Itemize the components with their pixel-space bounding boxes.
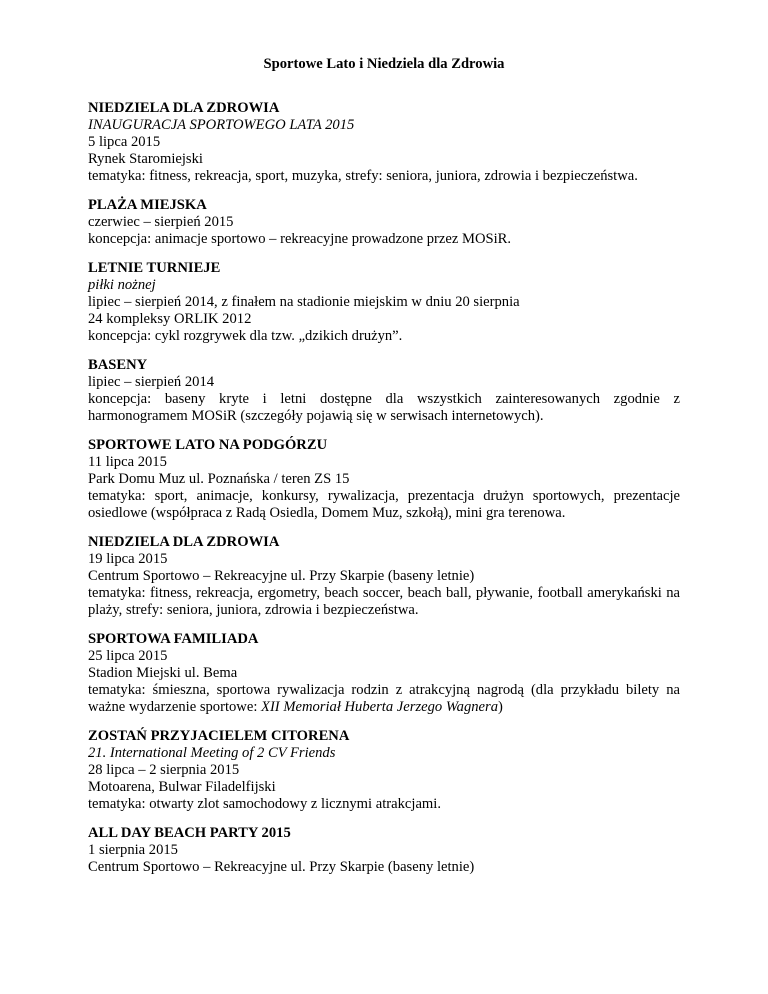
event-section-1 bbox=[88, 100, 680, 185]
event-place: Centrum Sportowo – Rekreacyjne ul. Przy Skarpie (baseny letnie) bbox=[88, 859, 475, 875]
event-description: koncepcja: cykl rozgrywek dla tzw. „dzikich drużyn”. bbox=[88, 328, 403, 344]
event-section-4 bbox=[88, 357, 680, 425]
document-page bbox=[88, 56, 680, 888]
event-heading: SPORTOWE LATO NA PODGÓRZU bbox=[88, 437, 328, 453]
event-place: Stadion Miejski ul. Bema bbox=[88, 665, 238, 681]
event-subtitle: 21. International Meeting of 2 CV Friends bbox=[88, 745, 336, 761]
event-place: Rynek Staromiejski bbox=[88, 151, 203, 167]
event-description: tematyka: fitness, rekreacja, ergometry, beach soccer, beach ball, pływanie, football amerykański na plaży, strefy: seniora, juniora, zdrowia i bezpieczeństwa. bbox=[88, 585, 680, 618]
event-subtitle: INAUGURACJA SPORTOWEGO LATA 2015 bbox=[88, 117, 355, 133]
event-date: lipiec – sierpień 2014, z finałem na stadionie miejskim w dniu 20 sierpnia bbox=[88, 294, 520, 310]
event-date: 5 lipca 2015 bbox=[88, 134, 161, 150]
event-section-3 bbox=[88, 260, 680, 345]
event-heading: PLAŻA MIEJSKA bbox=[88, 197, 207, 213]
event-subtitle: piłki nożnej bbox=[88, 277, 156, 293]
event-date: 28 lipca – 2 sierpnia 2015 bbox=[88, 762, 240, 778]
event-description: koncepcja: baseny kryte i letni dostępne dla wszystkich zainteresowanych zgodnie z harmonogramem MOSiR (szczegóły pojawią się w serwisach internetowych). bbox=[88, 391, 680, 424]
event-place: Park Domu Muz ul. Poznańska / teren ZS 15 bbox=[88, 471, 350, 487]
event-date: 1 sierpnia 2015 bbox=[88, 842, 178, 858]
event-description-text: tematyka: śmieszna, sportowa rywalizacja rodzin z atrakcyjną nagrodą (dla przykładu bilety na ważne wydarzenie sportowe: bbox=[88, 682, 680, 715]
event-place: Motoarena, Bulwar Filadelfijski bbox=[88, 779, 276, 795]
event-heading: LETNIE TURNIEJE bbox=[88, 260, 221, 276]
event-section-9 bbox=[88, 825, 680, 876]
event-date: 25 lipca 2015 bbox=[88, 648, 168, 664]
event-description: tematyka: otwarty zlot samochodowy z licznymi atrakcjami. bbox=[88, 796, 441, 812]
event-description: tematyka: sport, animacje, konkursy, rywalizacja, prezentacja drużyn sportowych, prezentacje osiedlowe (współpraca z Radą Osiedla, Domem Muz, szkołą), mini gra terenowa. bbox=[88, 488, 680, 521]
event-place: Centrum Sportowo – Rekreacyjne ul. Przy Skarpie (baseny letnie) bbox=[88, 568, 475, 584]
event-heading: ALL DAY BEACH PARTY 2015 bbox=[88, 825, 291, 841]
document-title: Sportowe Lato i Niedziela dla Zdrowia bbox=[263, 56, 505, 72]
event-place: 24 kompleksy ORLIK 2012 bbox=[88, 311, 252, 327]
event-date: 11 lipca 2015 bbox=[88, 454, 167, 470]
event-heading: BASENY bbox=[88, 357, 148, 373]
event-heading: SPORTOWA FAMILIADA bbox=[88, 631, 259, 647]
event-date: czerwiec – sierpień 2015 bbox=[88, 214, 234, 230]
event-section-5 bbox=[88, 437, 680, 522]
event-description-italic: XII Memoriał Huberta Jerzego Wagnera bbox=[261, 699, 499, 715]
event-description-end: ) bbox=[498, 699, 503, 715]
event-description bbox=[88, 682, 680, 716]
event-section-8 bbox=[88, 728, 680, 813]
event-date: 19 lipca 2015 bbox=[88, 551, 168, 567]
event-description: tematyka: fitness, rekreacja, sport, muzyka, strefy: seniora, juniora, zdrowia i bezpieczeństwa. bbox=[88, 168, 638, 184]
event-description: koncepcja: animacje sportowo – rekreacyjne prowadzone przez MOSiR. bbox=[88, 231, 512, 247]
event-section-7 bbox=[88, 631, 680, 716]
event-heading: ZOSTAŃ PRZYJACIELEM CITORENA bbox=[88, 728, 350, 744]
event-section-6 bbox=[88, 534, 680, 619]
event-heading: NIEDZIELA DLA ZDROWIA bbox=[88, 100, 280, 116]
event-date: lipiec – sierpień 2014 bbox=[88, 374, 215, 390]
event-heading: NIEDZIELA DLA ZDROWIA bbox=[88, 534, 280, 550]
event-section-2 bbox=[88, 197, 680, 248]
